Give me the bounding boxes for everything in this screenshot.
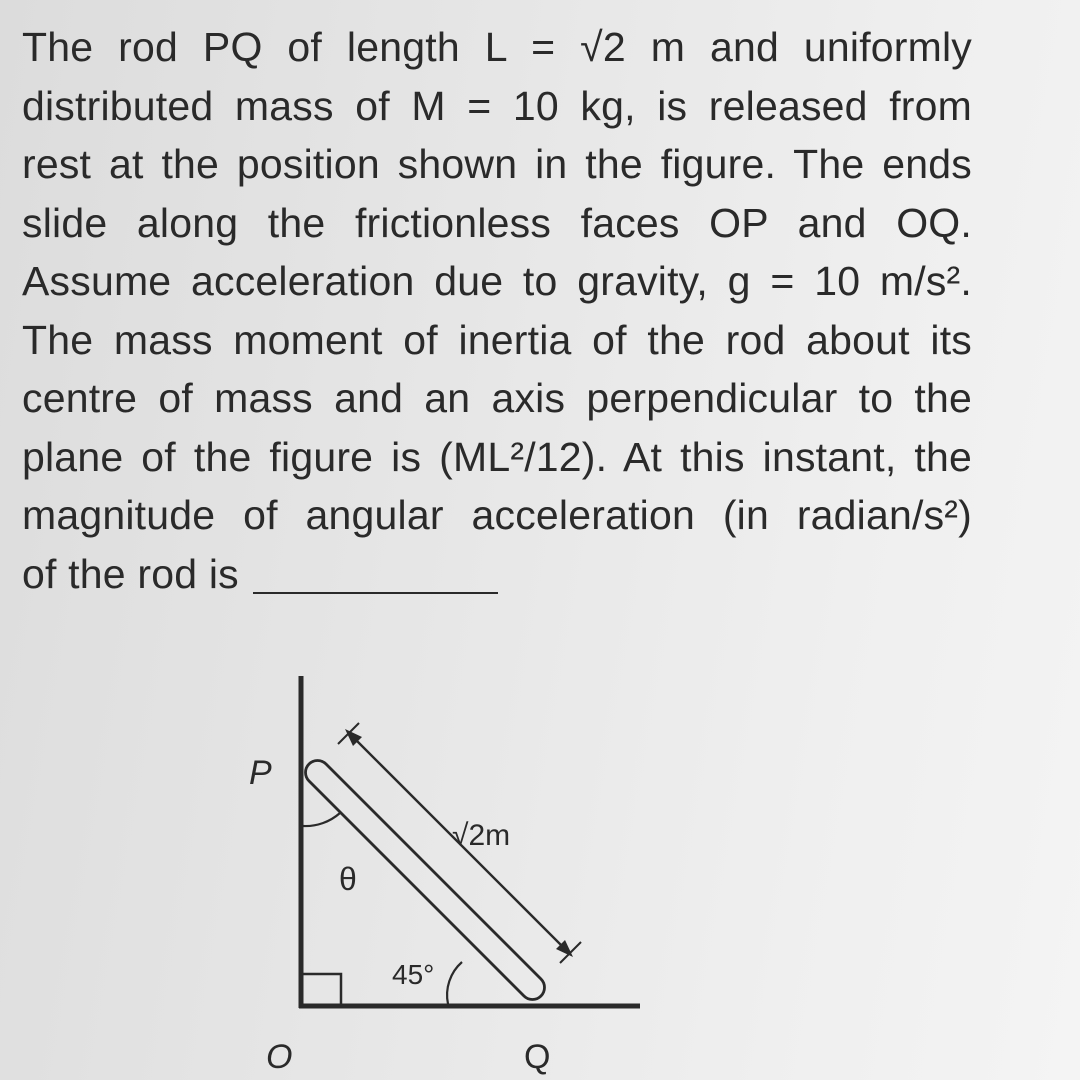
question-line-8: plane of the figure is (ML²/12). At this instant, the — [22, 433, 972, 480]
right-angle-marker — [303, 974, 341, 1004]
question-line-2: distributed mass of M = 10 kg, is released from — [22, 82, 972, 129]
question-line-10-text: of the rod is — [22, 550, 239, 597]
question-line-9: magnitude of angular acceleration (in radian/s²) — [22, 492, 972, 538]
question-line-6: The mass moment of inertia of the rod about its — [22, 316, 972, 363]
label-q: Q — [524, 1038, 551, 1076]
label-o: O — [266, 1038, 293, 1076]
label-angle-45: 45° — [392, 959, 435, 990]
question-line-5: Assume acceleration due to gravity, g = 10 m/s². — [22, 258, 972, 304]
question-line-3: rest at the position shown in the figure. The ends — [22, 141, 972, 187]
theta-arc — [303, 813, 340, 826]
label-p: P — [249, 754, 272, 792]
label-length: √2m — [452, 819, 511, 852]
label-theta: θ — [339, 861, 357, 897]
question-line-7: centre of mass and an axis perpendicular to the — [22, 375, 972, 421]
angle-45-arc — [447, 962, 462, 1004]
question-line-4: slide along the frictionless faces OP and OQ. — [22, 199, 972, 246]
question-line-1: The rod PQ of length L = √2 m and uniformly — [22, 24, 972, 70]
